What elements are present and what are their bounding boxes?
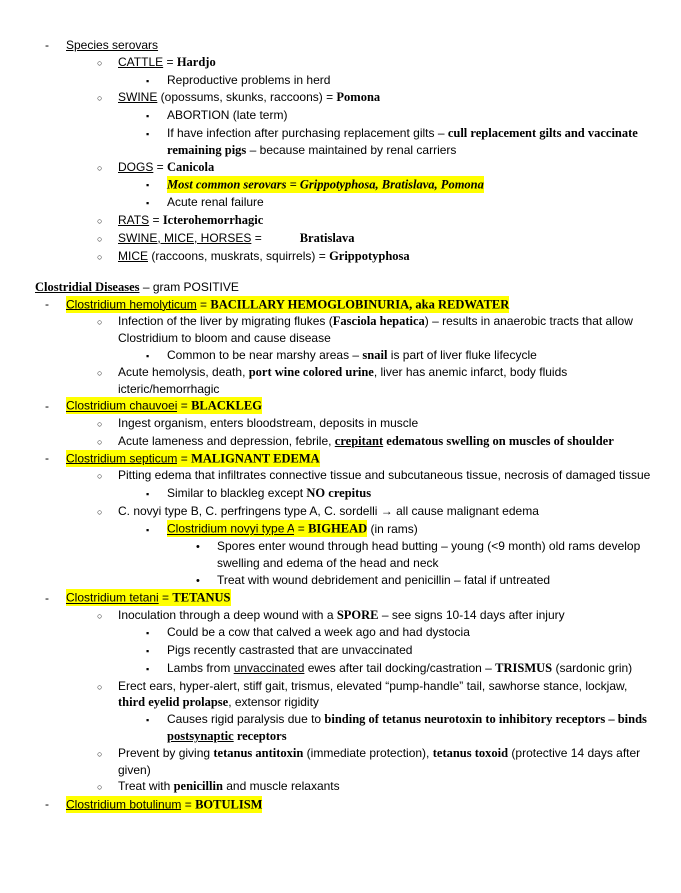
line-text (167, 521, 655, 538)
text-segment: – because maintained by renal carriers (246, 142, 457, 157)
text-segment: TRISMUS (495, 660, 553, 675)
list-item (35, 642, 655, 660)
text-segment: postsynaptic (167, 729, 234, 744)
circle-bullet-icon: ○ (97, 471, 103, 482)
line-text (118, 503, 655, 520)
list-item (35, 212, 655, 230)
circle-bullet-icon: ○ (97, 681, 103, 692)
text-segment: CATTLE (118, 54, 164, 69)
circle-bullet-icon: ○ (97, 418, 103, 429)
list-item (35, 745, 655, 779)
circle-bullet-icon: ○ (97, 506, 103, 517)
line-text (118, 433, 655, 450)
square-bullet-icon: ▪ (146, 198, 150, 209)
text-segment: (sardonic grin) (552, 660, 633, 675)
text-segment: unvaccinated (233, 660, 305, 675)
text-segment: cull replacement gilts and vaccinate remaining pigs (167, 125, 638, 157)
text-segment: Hardjo (176, 54, 216, 69)
list-item (35, 364, 655, 398)
text-segment: – see signs 10-14 days after injury (378, 607, 565, 622)
text-segment: Acute lameness and depression, febrile, (118, 433, 335, 448)
circle-bullet-icon: ○ (97, 215, 103, 226)
dash-bullet-icon: - (45, 38, 49, 52)
line-text (167, 485, 655, 502)
line-text (167, 347, 655, 364)
circle-bullet-icon: ○ (97, 251, 103, 262)
line-text (118, 89, 655, 106)
text-segment: Bratislava (299, 230, 355, 245)
list-item (35, 678, 655, 712)
line-text (118, 313, 655, 347)
list-item (35, 711, 655, 745)
text-segment: ewes after tail docking/castration – (304, 660, 496, 675)
list-item (35, 248, 655, 266)
highlighted-text: Clostridium novyi type A (167, 521, 295, 536)
highlighted-text: = (158, 590, 173, 605)
line-text (217, 538, 655, 572)
text-segment: Grippotyphosa (329, 248, 410, 263)
list-item (35, 398, 655, 415)
text-segment: (protective 14 days after given) (118, 745, 641, 777)
text-segment: crepitant (334, 433, 384, 448)
highlighted-text: BACILLARY HEMOGLOBINURIA, aka REDWATER (210, 297, 510, 312)
section-heading (35, 279, 655, 296)
highlighted-text: MALIGNANT EDEMA (191, 451, 320, 466)
list-item (35, 624, 655, 642)
circle-bullet-icon: ○ (97, 436, 103, 447)
square-bullet-icon: ▪ (146, 628, 150, 639)
list-item (35, 521, 655, 539)
line-text (118, 54, 655, 71)
square-bullet-icon: ▪ (146, 350, 150, 361)
text-segment: , liver has anemic infarct, body fluids icteric/hemorrhagic (118, 365, 568, 397)
line-text (118, 364, 655, 398)
line-text (167, 125, 655, 159)
list-item (35, 347, 655, 365)
list-item (35, 660, 655, 678)
line-text (167, 72, 655, 89)
text-segment: Could be a cow that calved a week ago and had dystocia (167, 625, 470, 640)
highlighted-text: = (196, 297, 211, 312)
highlighted-text: Clostridium tetani (66, 590, 159, 605)
text-segment: Pigs recently castrasted that are unvaccinated (167, 643, 413, 658)
text-segment: edematous swelling on muscles of shoulder (383, 433, 614, 448)
list-item (35, 415, 655, 433)
line-text (66, 398, 655, 415)
text-segment: RATS (118, 212, 150, 227)
text-segment: SPORE (336, 607, 379, 622)
text-segment: and muscle relaxants (222, 779, 340, 794)
square-bullet-icon: ▪ (146, 488, 150, 499)
list-item (35, 194, 655, 212)
text-segment: penicillin (173, 779, 223, 794)
line-text (167, 107, 655, 124)
text-segment: ABORTION (late term) (167, 108, 288, 123)
text-segment: ) – results in anaerobic tracts that allow Clostridium to bloom and cause disease (118, 313, 633, 345)
text-segment: third eyelid prolapse (118, 695, 229, 710)
list-item (35, 572, 655, 590)
line-text (167, 711, 655, 745)
text-segment: snail (362, 347, 388, 362)
list-item (35, 107, 655, 125)
document-body (35, 37, 655, 813)
list-item (35, 778, 655, 796)
list-item (35, 796, 655, 813)
list-item (35, 89, 655, 107)
text-segment: = (251, 230, 262, 245)
list-item (35, 433, 655, 451)
text-segment: tetanus toxoid (432, 745, 509, 760)
dot-bullet-icon: • (196, 541, 200, 554)
highlighted-text: Clostridium hemolyticum (66, 297, 197, 312)
square-bullet-icon: ▪ (146, 646, 150, 657)
text-segment: Canicola (167, 159, 215, 174)
dash-bullet-icon: - (45, 451, 49, 466)
text-segment: Clostridial Diseases (35, 280, 140, 295)
list-item (35, 54, 655, 72)
dash-bullet-icon: - (45, 297, 49, 312)
text-segment: = (163, 54, 177, 69)
square-bullet-icon: ▪ (146, 663, 150, 674)
line-text (217, 572, 655, 589)
line-text (118, 159, 655, 176)
text-segment: port wine colored urine (248, 365, 374, 380)
line-text (118, 745, 655, 779)
highlighted-text: = (181, 797, 196, 812)
line-text (167, 176, 655, 193)
text-segment: Fasciola hepatica (332, 313, 425, 328)
list-item (35, 125, 655, 159)
list-item (35, 590, 655, 607)
text-segment: Pomona (336, 90, 381, 105)
highlighted-text: = (177, 398, 192, 413)
circle-bullet-icon: ○ (97, 93, 103, 104)
line-text (66, 450, 655, 467)
line-text (66, 590, 655, 607)
text-segment: tetanus antitoxin (213, 745, 304, 760)
list-item (35, 159, 655, 177)
highlighted-text: TETANUS (172, 590, 231, 605)
circle-bullet-icon: ○ (97, 368, 103, 379)
text-segment: SWINE (118, 90, 158, 105)
line-text (167, 660, 655, 677)
list-item (35, 313, 655, 347)
circle-bullet-icon: ○ (97, 162, 103, 173)
circle-bullet-icon: ○ (97, 316, 103, 327)
text-segment: – gram POSITIVE (139, 280, 239, 295)
text-segment: Ingest organism, enters bloodstream, deposits in muscle (118, 415, 419, 430)
text-segment: receptors (233, 729, 287, 744)
text-segment: Spores enter wound through head butting – young (<9 month) old rams develop swelling and edema of the head and neck (217, 539, 641, 571)
line-text (167, 642, 655, 659)
text-segment: = (149, 212, 163, 227)
square-bullet-icon: ▪ (146, 524, 150, 535)
text-segment: (opossums, skunks, raccoons) = (157, 90, 337, 105)
text-segment: Reproductive problems in herd (167, 72, 331, 87)
text-segment: If have infection after purchasing replacement gilts – (167, 125, 448, 140)
line-text (118, 467, 655, 484)
line-text (118, 678, 655, 712)
square-bullet-icon: ▪ (146, 111, 150, 122)
text-segment: Treat with (118, 779, 174, 794)
text-segment: DOGS (118, 159, 154, 174)
circle-bullet-icon: ○ (97, 610, 103, 621)
line-text (66, 37, 655, 54)
highlighted-text: = (294, 521, 309, 536)
text-segment: MICE (118, 248, 148, 263)
line-text (118, 607, 655, 624)
square-bullet-icon: ▪ (146, 75, 150, 86)
blank-line (35, 265, 655, 279)
highlighted-text: Clostridium septicum (66, 451, 178, 466)
text-segment: (raccoons, muskrats, squirrels) = (148, 248, 330, 263)
highlighted-text: Clostridium chauvoei (66, 398, 178, 413)
text-segment: Acute renal failure (167, 195, 264, 210)
text-segment: (immediate protection), (303, 745, 433, 760)
highlighted-text: BIGHEAD (308, 521, 368, 536)
text-segment: Lambs from (167, 660, 234, 675)
dash-bullet-icon: - (45, 590, 49, 605)
list-item (35, 37, 655, 54)
text-segment: Common to be near marshy areas – (167, 347, 363, 362)
line-text (66, 796, 655, 813)
text-segment: is part of liver fluke lifecycle (387, 347, 537, 362)
text-segment: Causes rigid paralysis due to (167, 712, 325, 727)
text-segment: C. novyi type B, C. perfringens type A, C. sordelli → all cause malignant edema (118, 503, 539, 518)
circle-bullet-icon: ○ (97, 748, 103, 759)
list-item (35, 72, 655, 90)
dot-bullet-icon: • (196, 574, 200, 587)
list-item (35, 176, 655, 194)
text-segment: Species serovars (66, 38, 159, 52)
highlighted-text: BOTULISM (195, 797, 263, 812)
square-bullet-icon: ▪ (146, 715, 150, 726)
list-item (35, 485, 655, 503)
text-segment: (in rams) (367, 521, 418, 536)
highlighted-text: = (177, 451, 192, 466)
line-text (66, 296, 655, 313)
text-segment: NO crepitus (306, 485, 372, 500)
line-text (118, 212, 655, 229)
dash-bullet-icon: - (45, 398, 49, 413)
line-text (167, 624, 655, 641)
circle-bullet-icon: ○ (97, 233, 103, 244)
highlighted-text: Clostridium botulinum (66, 797, 182, 812)
text-segment: Pitting edema that infiltrates connective tissue and subcutaneous tissue, necrosis of damaged tissue (118, 468, 651, 483)
line-text (118, 230, 655, 247)
text-segment: = (153, 159, 168, 174)
circle-bullet-icon: ○ (97, 782, 103, 793)
line-text (118, 248, 655, 265)
list-item (35, 230, 655, 248)
text-segment: Erect ears, hyper-alert, stiff gait, trismus, elevated “pump-handle” tail, sawhorse stance, lockjaw, (118, 678, 628, 693)
dash-bullet-icon: - (45, 797, 49, 812)
square-bullet-icon: ▪ (146, 180, 150, 191)
text-segment: Treat with wound debridement and penicillin – fatal if untreated (217, 572, 551, 587)
text-segment: Prevent by giving (118, 745, 214, 760)
line-text (35, 279, 655, 296)
list-item (35, 503, 655, 521)
list-item (35, 296, 655, 313)
line-text (118, 778, 655, 795)
text-segment: Icterohemorrhagic (162, 212, 264, 227)
line-text (167, 194, 655, 211)
text-segment: Inoculation through a deep wound with a (118, 607, 337, 622)
text-segment: Infection of the liver by migrating flukes ( (118, 313, 333, 328)
square-bullet-icon: ▪ (146, 128, 150, 139)
text-segment: binding of tetanus neurotoxin to inhibitory receptors – binds (324, 712, 647, 727)
highlighted-text: BLACKLEG (191, 398, 262, 413)
text-segment: , extensor rigidity (228, 695, 319, 710)
circle-bullet-icon: ○ (97, 57, 103, 68)
line-text (118, 415, 655, 432)
list-item (35, 538, 655, 572)
text-segment: Acute hemolysis, death, (118, 365, 249, 380)
list-item (35, 467, 655, 485)
list-item (35, 607, 655, 625)
text-segment: SWINE, MICE, HORSES (118, 230, 252, 245)
text-segment: Similar to blackleg except (167, 485, 307, 500)
list-item (35, 450, 655, 467)
highlighted-text: Most common serovars = Grippotyphosa, Bratislava, Pomona (167, 177, 484, 192)
